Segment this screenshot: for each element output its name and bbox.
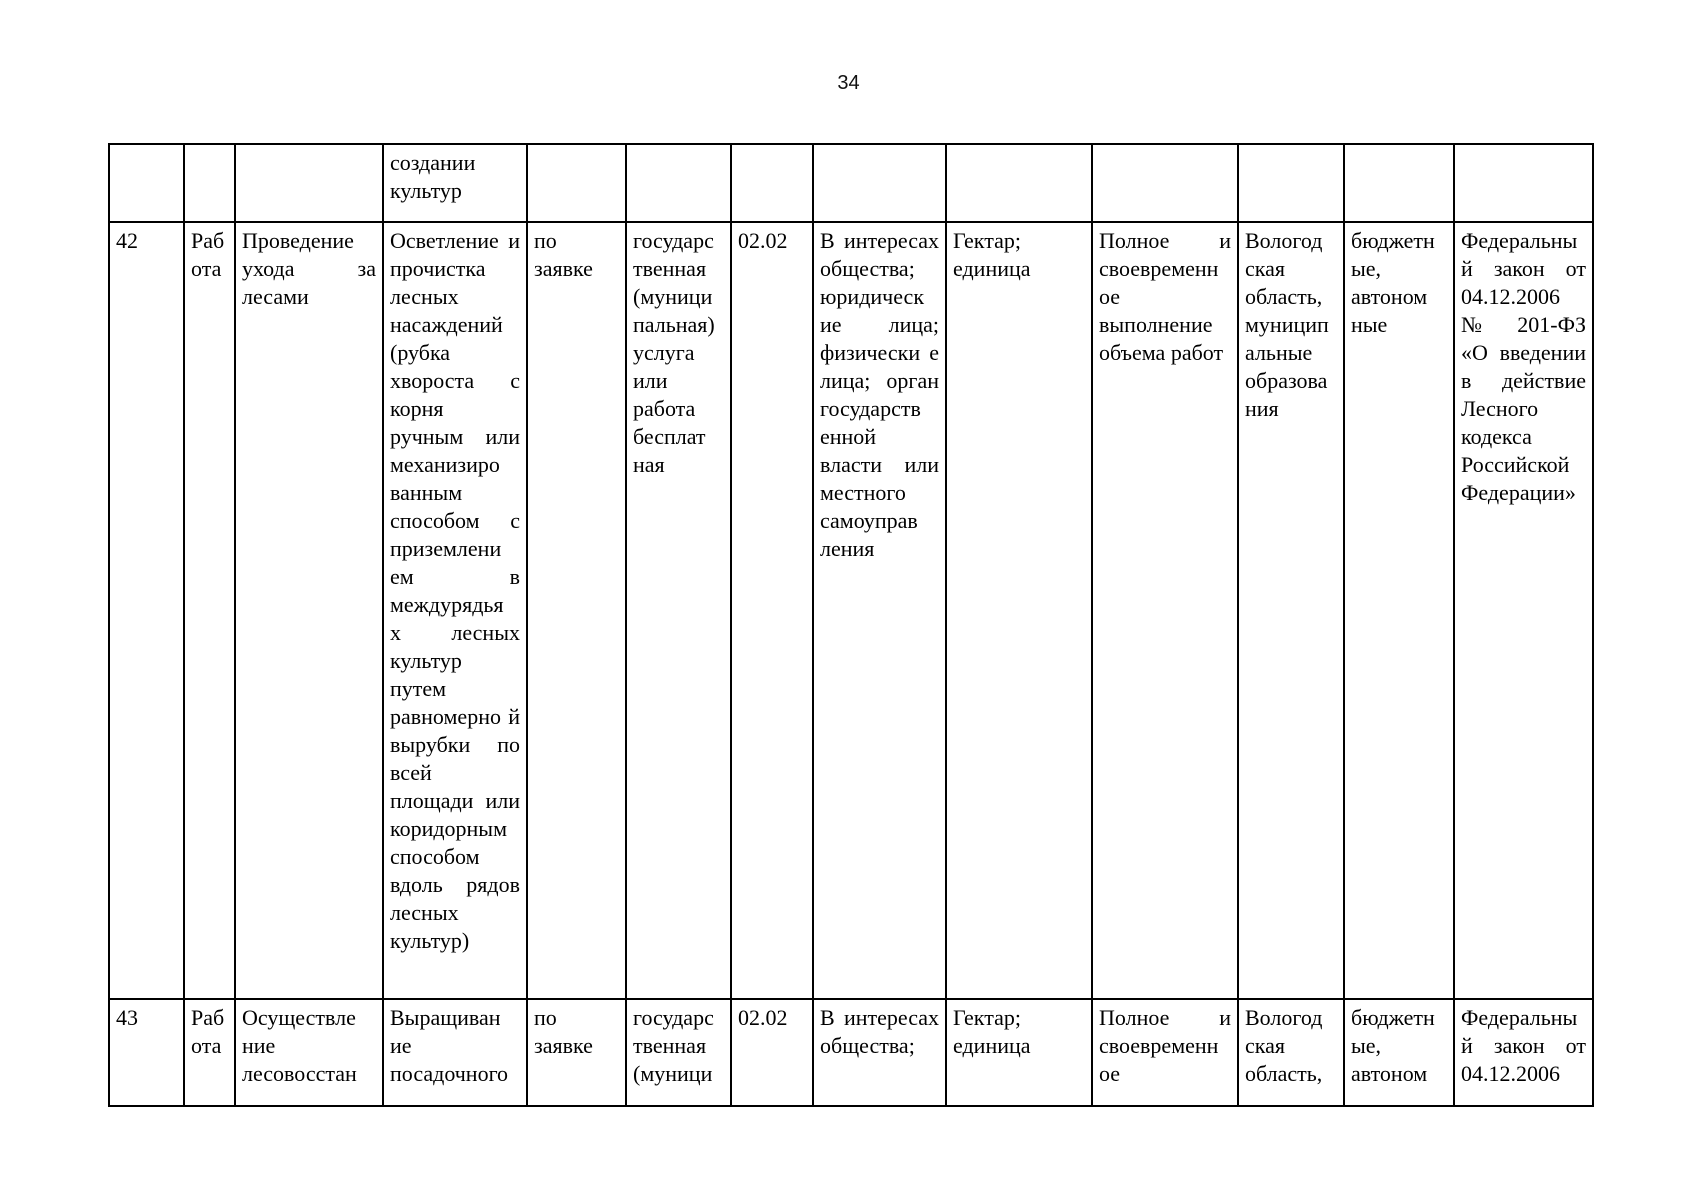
region-cell: Вологод ская область, муницип альные образова ния — [1238, 222, 1344, 999]
type-cell: Раб ота — [184, 222, 235, 999]
consumers-cell: В интересах общества; — [813, 999, 946, 1106]
table-cell — [1238, 144, 1344, 222]
consumers-cell: В интересах общества; юридическ ие лица; физически е лица; орган государств енной власти или местного самоуправ ления — [813, 222, 946, 999]
table-cell — [1344, 144, 1454, 222]
page-number: 34 — [837, 72, 860, 94]
law-cell: Федеральны й закон от 04.12.2006 — [1454, 999, 1593, 1106]
table-cell — [184, 144, 235, 222]
table-cell — [527, 144, 626, 222]
services-register-table — [108, 143, 1594, 1107]
indicator-cell: Полное и своевременн ое — [1092, 999, 1238, 1106]
code-cell: 02.02 — [731, 222, 813, 999]
table-row — [109, 144, 1593, 222]
institutions-cell: бюджетн ые, автоном ные — [1344, 222, 1454, 999]
content-cell: Выращиван ие посадочного — [383, 999, 527, 1106]
unit-cell: Гектар; единица — [946, 222, 1092, 999]
table-row — [109, 999, 1593, 1106]
code-cell: 02.02 — [731, 999, 813, 1106]
table-cell — [813, 144, 946, 222]
content-cell: Осветление и прочистка лесных насаждений (рубка хвороста с корня ручным или механизиро ванным способом с приземлени ем в междурядья х лесных культур путем равномерно й вырубки по всей площади или коридорным способом вдоль рядов лесных культур) — [383, 222, 527, 999]
type-cell: Раб ота — [184, 999, 235, 1106]
indicator-cell: Полное и своевременн ое выполнение объема работ — [1092, 222, 1238, 999]
table-cell: создании культур — [383, 144, 527, 222]
name-cell: Проведение ухода за лесами — [235, 222, 383, 999]
table-cell — [626, 144, 731, 222]
kind-cell: государс твенная (муници пальная) услуга или работа бесплат ная — [626, 222, 731, 999]
condition-cell: по заявке — [527, 999, 626, 1106]
table-cell — [731, 144, 813, 222]
table-cell — [946, 144, 1092, 222]
unit-cell: Гектар; единица — [946, 999, 1092, 1106]
name-cell: Осуществле ние лесовосстан — [235, 999, 383, 1106]
table-row — [109, 222, 1593, 999]
table-cell — [1454, 144, 1593, 222]
institutions-cell: бюджетн ые, автоном — [1344, 999, 1454, 1106]
table-cell — [235, 144, 383, 222]
kind-cell: государс твенная (муници — [626, 999, 731, 1106]
condition-cell: по заявке — [527, 222, 626, 999]
region-cell: Вологод ская область, — [1238, 999, 1344, 1106]
table-cell — [1092, 144, 1238, 222]
row-number-cell: 42 — [109, 222, 184, 999]
table-cell — [109, 144, 184, 222]
row-number-cell: 43 — [109, 999, 184, 1106]
law-cell: Федеральны й закон от 04.12.2006 № 201-ФЗ «О введении в действие Лесного кодекса Российской Федерации» — [1454, 222, 1593, 999]
